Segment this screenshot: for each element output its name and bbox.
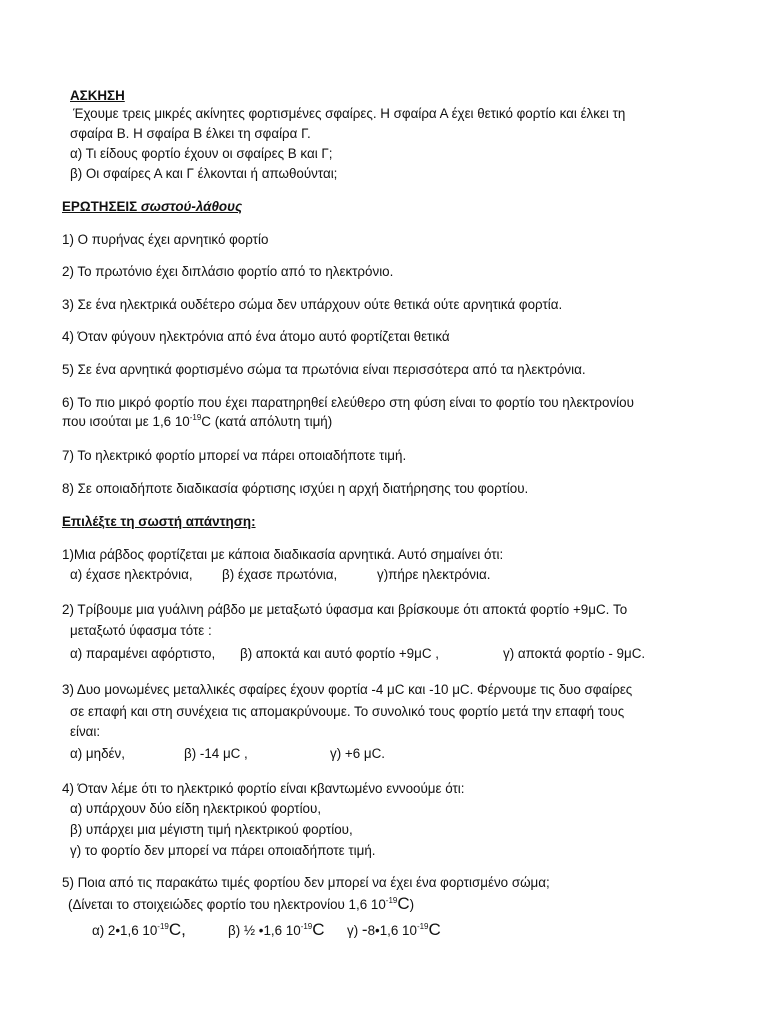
mc-q3-text-2: σε επαφή και στη συνέχεια τις απομακρύνουμε. Το συνολικό τους φορτίο μετά την επαφή τους [70, 704, 625, 719]
tf-item-6-cont-a: που ισούται με 1,6 10 [62, 414, 190, 429]
mc-q5-option-c-value: 8•1,6 10 [367, 923, 417, 938]
tf-item-6: 6) Το πιο μικρό φορτίο που έχει παρατηρηθεί ελεύθερο στη φύση είναι το φορτίο του ηλεκτρονίου [62, 395, 634, 410]
tf-item-3: 3) Σε ένα ηλεκτρικά ουδέτερο σώμα δεν υπάρχουν ούτε θετικά ούτε αρνητικά φορτία. [62, 297, 563, 312]
mc-q4-option-b: β) υπάρχει μια μέγιστη τιμή ηλεκτρικού φορτίου, [70, 822, 353, 837]
mc-q5-option-a-exponent: -19 [157, 921, 169, 931]
mc-q5-option-a-value: α) 2•1,6 10 [92, 923, 158, 938]
mc-q5-option-c-minus: - [361, 920, 368, 939]
exercise-question-b: β) Οι σφαίρες Α και Γ έλκονται ή απωθούνται; [70, 166, 338, 181]
mc-q1-text: 1)Μια ράβδος φορτίζεται με κάποια διαδικασία αρνητικά. Αυτό σημαίνει ότι: [62, 547, 504, 562]
mc-q5-option-b-value: β) ½ •1,6 10 [228, 923, 301, 938]
mc-q3-text-1: 3) Δυο μονωμένες μεταλλικές σφαίρες έχουν φορτία -4 μC και -10 μC. Φέρνουμε τις δυο σφαίρες [62, 682, 633, 697]
mc-q2-option-c: γ) αποκτά φορτίο - 9μC. [503, 646, 646, 661]
mc-q4-option-a: α) υπάρχουν δύο είδη ηλεκτρικού φορτίου, [70, 801, 322, 816]
mc-q5-option-b-exponent: -19 [300, 921, 313, 931]
mc-q1-option-b: β) έχασε πρωτόνια, [222, 567, 338, 582]
mc-q5-option-c-unit: C [428, 920, 441, 939]
mc-q4-option-c: γ) το φορτίο δεν μπορεί να πάρει οποιαδήποτε τιμή. [70, 843, 376, 858]
mc-q1-option-a: α) έχασε ηλεκτρόνια, [70, 567, 193, 582]
exercise-question-a: α) Τι είδους φορτίο έχουν οι σφαίρες Β και Γ; [70, 146, 333, 161]
mc-q5-given [68, 895, 414, 914]
multiple-choice-heading: Επιλέξτε τη σωστή απάντηση: [62, 514, 256, 529]
mc-q3-text-3: είναι: [70, 724, 101, 739]
mc-q5-option-c-exponent: -19 [416, 921, 429, 931]
mc-q5-option-a-unit: C, [168, 920, 186, 939]
tf-item-7: 7) Το ηλεκτρικό φορτίο μπορεί να πάρει οποιαδήποτε τιμή. [62, 448, 407, 463]
true-false-heading-italic: σωστού-λάθους [140, 199, 243, 214]
true-false-heading-plain: ΕΡΩΤΗΣΕΙΣ [62, 199, 141, 214]
tf-item-1: 1) Ο πυρήνας έχει αρνητικό φορτίο [62, 232, 269, 247]
tf-item-4: 4) Όταν φύγουν ηλεκτρόνια από ένα άτομο αυτό φορτίζεται θετικά [62, 329, 450, 344]
exercise-line-2: σφαίρα Β. Η σφαίρα Β έλκει τη σφαίρα Γ. [70, 126, 311, 141]
tf-item-6-continued [62, 413, 332, 431]
mc-q5-option-b-unit: C [312, 920, 325, 939]
mc-q5-text: 5) Ποια από τις παρακάτω τιμές φορτίου δεν μπορεί να έχει ένα φορτισμένο σώμα; [62, 875, 550, 890]
exercise-line-1: Έχουμε τρεις μικρές ακίνητες φορτισμένες σφαίρες. Η σφαίρα Α έχει θετικό φορτίο και έλκει τη [73, 106, 626, 121]
mc-q5-given-exponent: -19 [385, 895, 398, 905]
mc-q2-option-a: α) παραμένει αφόρτιστο, [70, 646, 216, 661]
exercise-title: ΑΣΚΗΣΗ [70, 88, 125, 103]
mc-q1-option-c: γ)πήρε ηλεκτρόνια. [377, 567, 491, 582]
mc-q5-option-a [92, 921, 186, 940]
mc-q3-option-a: α) μηδέν, [70, 746, 125, 761]
mc-q2-option-b: β) αποκτά και αυτό φορτίο +9μC , [240, 646, 439, 661]
true-false-heading [62, 198, 242, 216]
mc-q3-option-c: γ) +6 μC. [330, 746, 385, 761]
mc-q3-option-b: β) -14 μC , [184, 746, 248, 761]
tf-item-6-exponent: -19 [189, 412, 202, 422]
mc-q5-given-text: (Δίνεται το στοιχειώδες φορτίο του ηλεκτρονίου 1,6 10 [68, 897, 386, 912]
mc-q2-text-2: μεταξωτό ύφασμα τότε : [70, 623, 212, 638]
mc-q2-text-1: 2) Τρίβουμε μια γυάλινη ράβδο με μεταξωτό ύφασμα και βρίσκουμε ότι αποκτά φορτίο +9μC. Το [62, 602, 628, 617]
mc-q5-given-unit: C [397, 894, 410, 913]
tf-item-2: 2) Το πρωτόνιο έχει διπλάσιο φορτίο από το ηλεκτρόνιο. [62, 264, 394, 279]
tf-item-5: 5) Σε ένα αρνητικά φορτισμένο σώμα τα πρωτόνια είναι περισσότερα από τα ηλεκτρόνια. [62, 362, 586, 377]
tf-item-8: 8) Σε οποιαδήποτε διαδικασία φόρτισης ισχύει η αρχή διατήρησης του φορτίου. [62, 481, 529, 496]
tf-item-6-cont-b: C (κατά απόλυτη τιμή) [201, 414, 333, 429]
mc-q5-option-c-label: γ) [347, 923, 359, 938]
mc-q5-option-c [347, 921, 441, 940]
mc-q5-option-b [228, 921, 325, 940]
mc-q4-text: 4) Όταν λέμε ότι το ηλεκτρικό φορτίο είναι κβαντωμένο εννοούμε ότι: [62, 781, 465, 796]
mc-q5-given-close: ) [409, 897, 415, 912]
